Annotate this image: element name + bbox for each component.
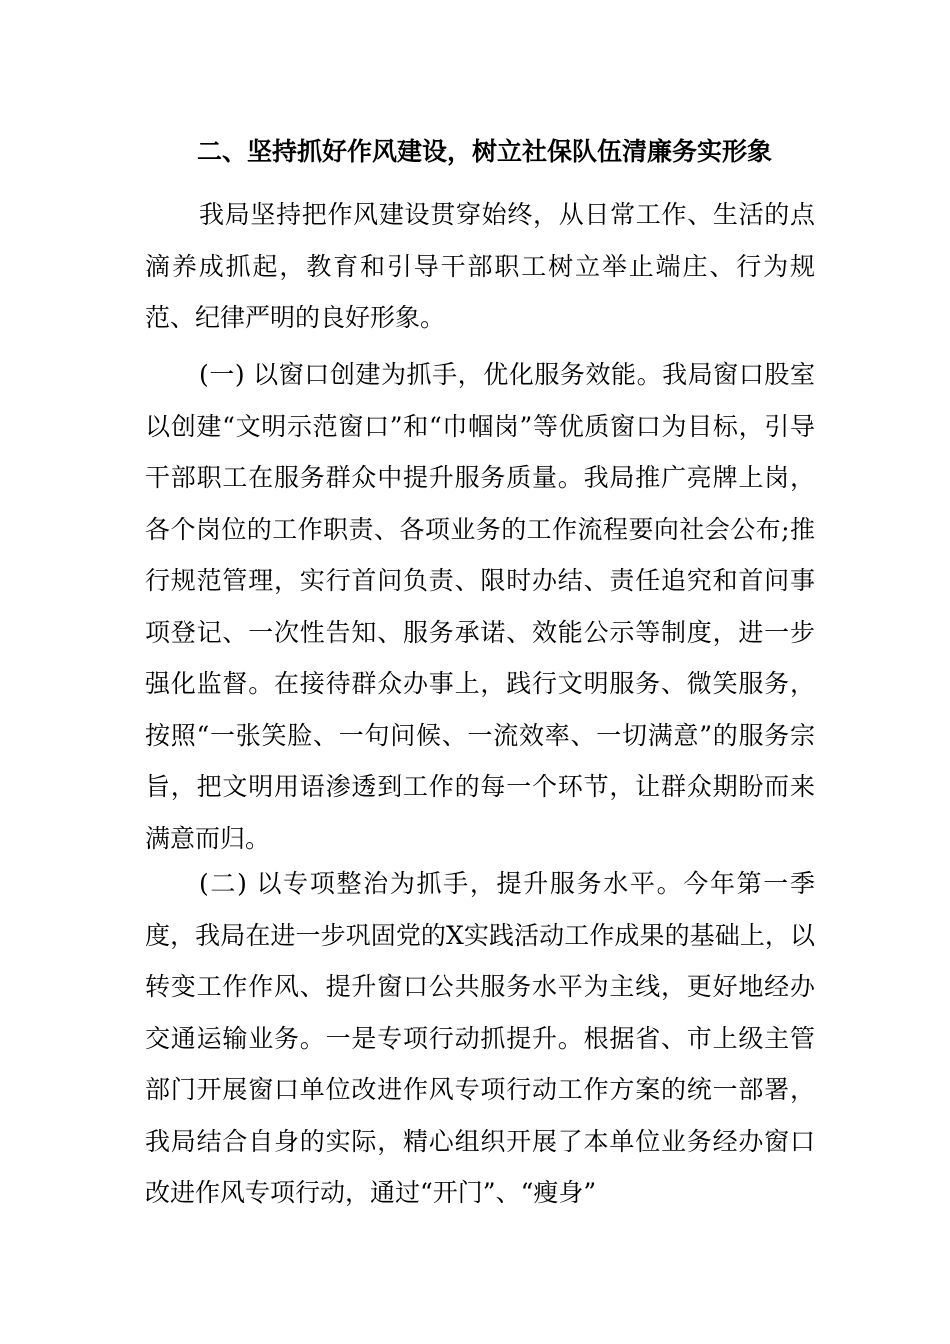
section-heading: 二、坚持抓好作风建设，树立社保队伍清廉务实形象 [197,137,773,166]
paragraph-special-rectification: (二) 以专项整治为抓手，提升服务水平。今年第一季度，我局在进一步巩固党的X实践活动工作成果的基础上，以转变工作作风、提升窗口公共服务水平为主线，更好地经办交通运输业务。一是专项行动抓提升。根据省、市上级主管部门开展窗口单位改进作风专项行动工作方案的统一部署，我局结合自身的实际，精心组织开展了本单位业务经办窗口改进作风专项行动，通过“开门”、“瘦身” [145,869,815,1207]
paragraph-window-service: (一) 以窗口创建为抓手，优化服务效能。我局窗口股室以创建“文明示范窗口”和“巾帼岗”等优质窗口为目标，引导干部职工在服务群众中提升服务质量。我局推广亮牌上岗，各个岗位的工作职责、各项业务的工作流程要向社会公布;推行规范管理，实行首问负责、限时办结、责任追究和首问事项登记、一次性告知、服务承诺、效能公示等制度，进一步强化监督。在接待群众办事上，践行文明服务、微笑服务，按照“一张笑脸、一句问候、一流效率、一切满意”的服务宗旨，把文明用语渗透到工作的每一个环节，让群众期盼而来满意而归。 [145,360,815,853]
paragraph-intro: 我局坚持把作风建设贯穿始终，从日常工作、生活的点滴养成抓起，教育和引导干部职工树立举止端庄、行为规范、纪律严明的良好形象。 [145,200,815,332]
